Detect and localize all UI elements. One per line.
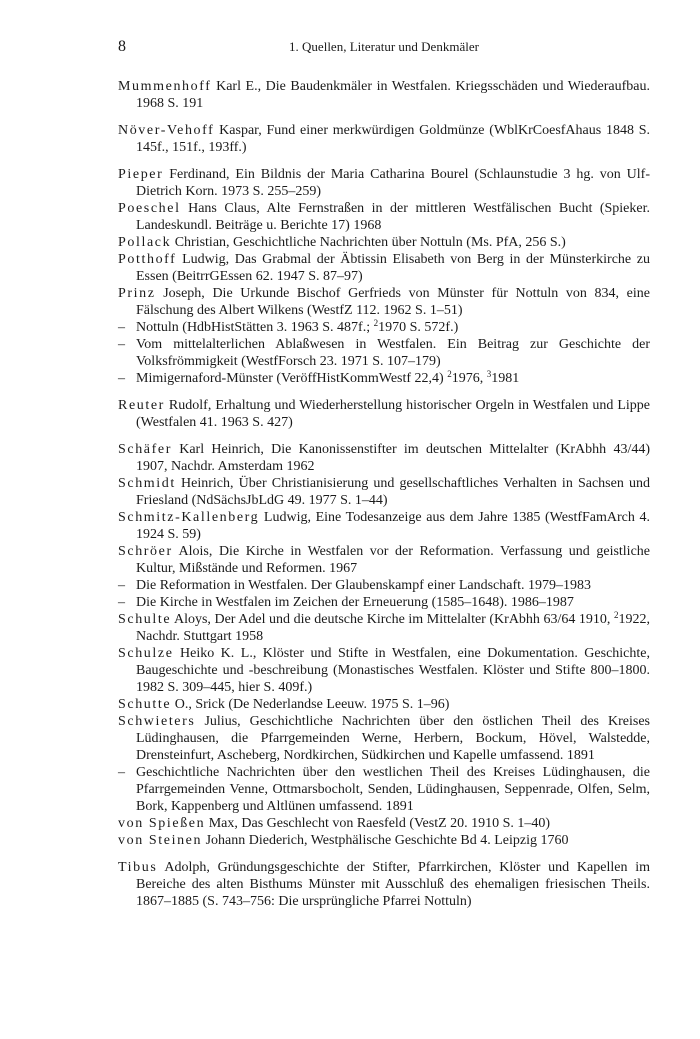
bibliography-entry bbox=[118, 543, 650, 577]
edition-superscript: 2 bbox=[447, 369, 452, 379]
entry-text: Aloys, Der Adel und die deutsche Kirche im Mittelalter (KrAbhh 63/64 1910, bbox=[171, 612, 614, 627]
entry-group bbox=[118, 166, 650, 387]
bibliography-entry bbox=[118, 122, 650, 156]
entry-author: Schwieters bbox=[118, 714, 196, 729]
sub-entry bbox=[118, 336, 650, 370]
entry-author: Schmidt bbox=[118, 476, 176, 491]
bibliography-entry bbox=[118, 234, 650, 251]
entry-group bbox=[118, 397, 650, 431]
entry-text: Die Reformation in Westfalen. Der Glaubenskampf einer Landschaft. 1979–1983 bbox=[136, 578, 592, 593]
entry-group bbox=[118, 78, 650, 112]
entry-text: Ferdinand, Ein Bildnis der Maria Catharina Bourel (Schlaunstudie 3 hg. von Ulf-Dietrich Korn. 1973 S. 255–259) bbox=[136, 167, 650, 199]
entry-text: Die Kirche in Westfalen im Zeichen der Erneuerung (1585–1648). 1986–1987 bbox=[136, 595, 574, 610]
entry-author: Pollack bbox=[118, 235, 172, 250]
bibliography-entry bbox=[118, 285, 650, 319]
sub-entry bbox=[118, 764, 650, 815]
entry-text: Adolph, Gründungsgeschichte der Stifter, Pfarrkirchen, Klöster und Kapellen im Bereiche des alten Bisthums Münster mit Ausschluß des ehemaligen friesischen Theils. 1867–1885 (S. 743–756: Die ursprüngliche Pfarrei Nottuln) bbox=[136, 860, 650, 909]
bibliography-entry bbox=[118, 611, 650, 645]
bibliography-entry bbox=[118, 441, 650, 475]
entry-text: Mimigernaford-Münster (VeröffHistKommWestf 22,4) bbox=[136, 371, 448, 386]
entry-text: 1970 S. 572f.) bbox=[378, 320, 459, 335]
entry-text: Heiko K. L., Klöster und Stifte in Westfalen, eine Dokumentation. Geschichte, Baugeschichte und -beschreibung (Monastisches Westfalen. Klöster und Stifte 800–1800. 1982 S. 309–445, hier S. 409f.) bbox=[136, 646, 650, 695]
sub-entry bbox=[118, 577, 650, 594]
sub-entry bbox=[118, 319, 650, 336]
entry-text: Geschichtliche Nachrichten über den westlichen Theil des Kreises Lüdinghausen, die Pfarrgemeinden Venne, Ottmarsbocholt, Senden, Lüdinghausen, Seppenrade, Olfen, Selm, Bork, Kappenberg und Altlünen umfassend. 1891 bbox=[136, 765, 650, 814]
entry-text: 1981 bbox=[491, 371, 520, 386]
entry-text: 1922, Nachdr. Stuttgart 1958 bbox=[136, 612, 650, 644]
entry-group bbox=[118, 859, 650, 910]
entry-author: Növer-Vehoff bbox=[118, 123, 215, 138]
entry-text: Vom mittelalterlichen Ablaßwesen in Westfalen. Ein Beitrag zur Geschichte der Volksfrömmigkeit (WestfForsch 23. 1971 S. 107–179) bbox=[136, 337, 650, 369]
entry-author: Tibus bbox=[118, 860, 158, 875]
entry-text: Christian, Geschichtliche Nachrichten über Nottuln (Ms. PfA, 256 S.) bbox=[171, 235, 566, 250]
bibliography-entry bbox=[118, 832, 650, 849]
entry-author: von Steinen bbox=[118, 833, 203, 848]
page-header bbox=[118, 38, 650, 58]
entry-author: Potthoff bbox=[118, 252, 177, 267]
entry-author: Schmitz-Kallenberg bbox=[118, 510, 260, 525]
edition-superscript: 3 bbox=[486, 369, 492, 379]
entry-author: Schäfer bbox=[118, 442, 172, 457]
entry-text: Nottuln (HdbHistStätten 3. 1963 S. 487f.; bbox=[136, 320, 374, 335]
entry-author: Schulte bbox=[118, 612, 172, 627]
edition-superscript: 2 bbox=[614, 610, 619, 620]
entry-author: Prinz bbox=[118, 286, 156, 301]
entry-text: Julius, Geschichtliche Nachrichten über den östlichen Theil des Kreises Lüdinghausen, die Pfarrgemeinden Werne, Herbern, Bockum, Hövel, Walstedde, Drensteinfurt, Ascheberg, Nordkirchen, Südkirchen und Kapelle umfassend. 1891 bbox=[136, 714, 650, 763]
entry-author: Mummenhoff bbox=[118, 79, 212, 94]
entry-text: Joseph, Die Urkunde Bischof Gerfrieds von Münster für Nottuln von 834, eine Fälschung des Albert Wilkens (WestfZ 112. 1962 S. 1–51) bbox=[136, 286, 650, 318]
bibliography-entry bbox=[118, 78, 650, 112]
bibliography-entry bbox=[118, 475, 650, 509]
entry-author: Pieper bbox=[118, 167, 164, 182]
bibliography-entry bbox=[118, 815, 650, 832]
entry-text: Hans Claus, Alte Fernstraßen in der mittleren Westfälischen Bucht (Spieker. Landeskundl. Beiträge u. Berichte 17) 1968 bbox=[136, 201, 650, 233]
entry-author: Reuter bbox=[118, 398, 165, 413]
entry-author: Schulze bbox=[118, 646, 174, 661]
page-number: 8 bbox=[118, 38, 126, 55]
entry-text: Kaspar, Fund einer merkwürdigen Goldmünze (WblKrCoesfAhaus 1848 S. 145f., 151f., 193ff.) bbox=[136, 123, 650, 155]
entry-author: von Spießen bbox=[118, 816, 206, 831]
bibliography-entry bbox=[118, 200, 650, 234]
bibliography-entry bbox=[118, 696, 650, 713]
entry-text: Rudolf, Erhaltung und Wiederherstellung historischer Orgeln in Westfalen und Lippe (Westfalen 41. 1963 S. 427) bbox=[136, 398, 650, 430]
entry-author: Poeschel bbox=[118, 201, 181, 216]
entry-author: Schutte bbox=[118, 697, 172, 712]
entry-text: Ludwig, Eine Todesanzeige aus dem Jahre 1385 (WestfFamArch 4. 1924 S. 59) bbox=[136, 510, 650, 542]
bibliography-entry bbox=[118, 509, 650, 543]
bibliography-entry bbox=[118, 713, 650, 764]
entry-author: Schröer bbox=[118, 544, 173, 559]
sub-entry bbox=[118, 594, 650, 611]
entry-text: Heinrich, Über Christianisierung und gesellschaftliches Verhalten in Sachsen und Friesland (NdSächsJbLdG 49. 1977 S. 1–44) bbox=[136, 476, 650, 508]
bibliography-entry bbox=[118, 645, 650, 696]
entry-group bbox=[118, 122, 650, 156]
edition-superscript: 2 bbox=[373, 318, 379, 328]
entry-text: Karl Heinrich, Die Kanonissenstifter im deutschen Mittelalter (KrAbhh 43/44) 1907, Nachdr. Amsterdam 1962 bbox=[136, 442, 650, 474]
bibliography-entry bbox=[118, 397, 650, 431]
bibliography-entry bbox=[118, 859, 650, 910]
entry-text: Karl E., Die Baudenkmäler in Westfalen. Kriegsschäden und Wiederaufbau. 1968 S. 191 bbox=[136, 79, 650, 111]
entry-text: Ludwig, Das Grabmal der Äbtissin Elisabeth von Berg in der Münsterkirche zu Essen (BeitrrGEssen 62. 1947 S. 87–97) bbox=[136, 252, 650, 284]
entry-text: 1976, bbox=[451, 371, 487, 386]
entry-text: Alois, Die Kirche in Westfalen vor der Reformation. Verfassung und geistliche Kultur, Mißstände und Reformen. 1967 bbox=[136, 544, 650, 576]
entry-text: Max, Das Geschlecht von Raesfeld (VestZ 20. 1910 S. 1–40) bbox=[205, 816, 551, 831]
entry-text: Johann Diederich, Westphälische Geschichte Bd 4. Leipzig 1760 bbox=[202, 833, 569, 848]
sub-entry bbox=[118, 370, 650, 387]
entry-group bbox=[118, 441, 650, 849]
entry-text: O., Srick (De Nederlandse Leeuw. 1975 S. 1–96) bbox=[171, 697, 450, 712]
running-head: 1. Quellen, Literatur und Denkmäler bbox=[289, 39, 479, 54]
bibliography-entry bbox=[118, 166, 650, 200]
bibliography-entry bbox=[118, 251, 650, 285]
bibliography-list bbox=[118, 78, 650, 920]
